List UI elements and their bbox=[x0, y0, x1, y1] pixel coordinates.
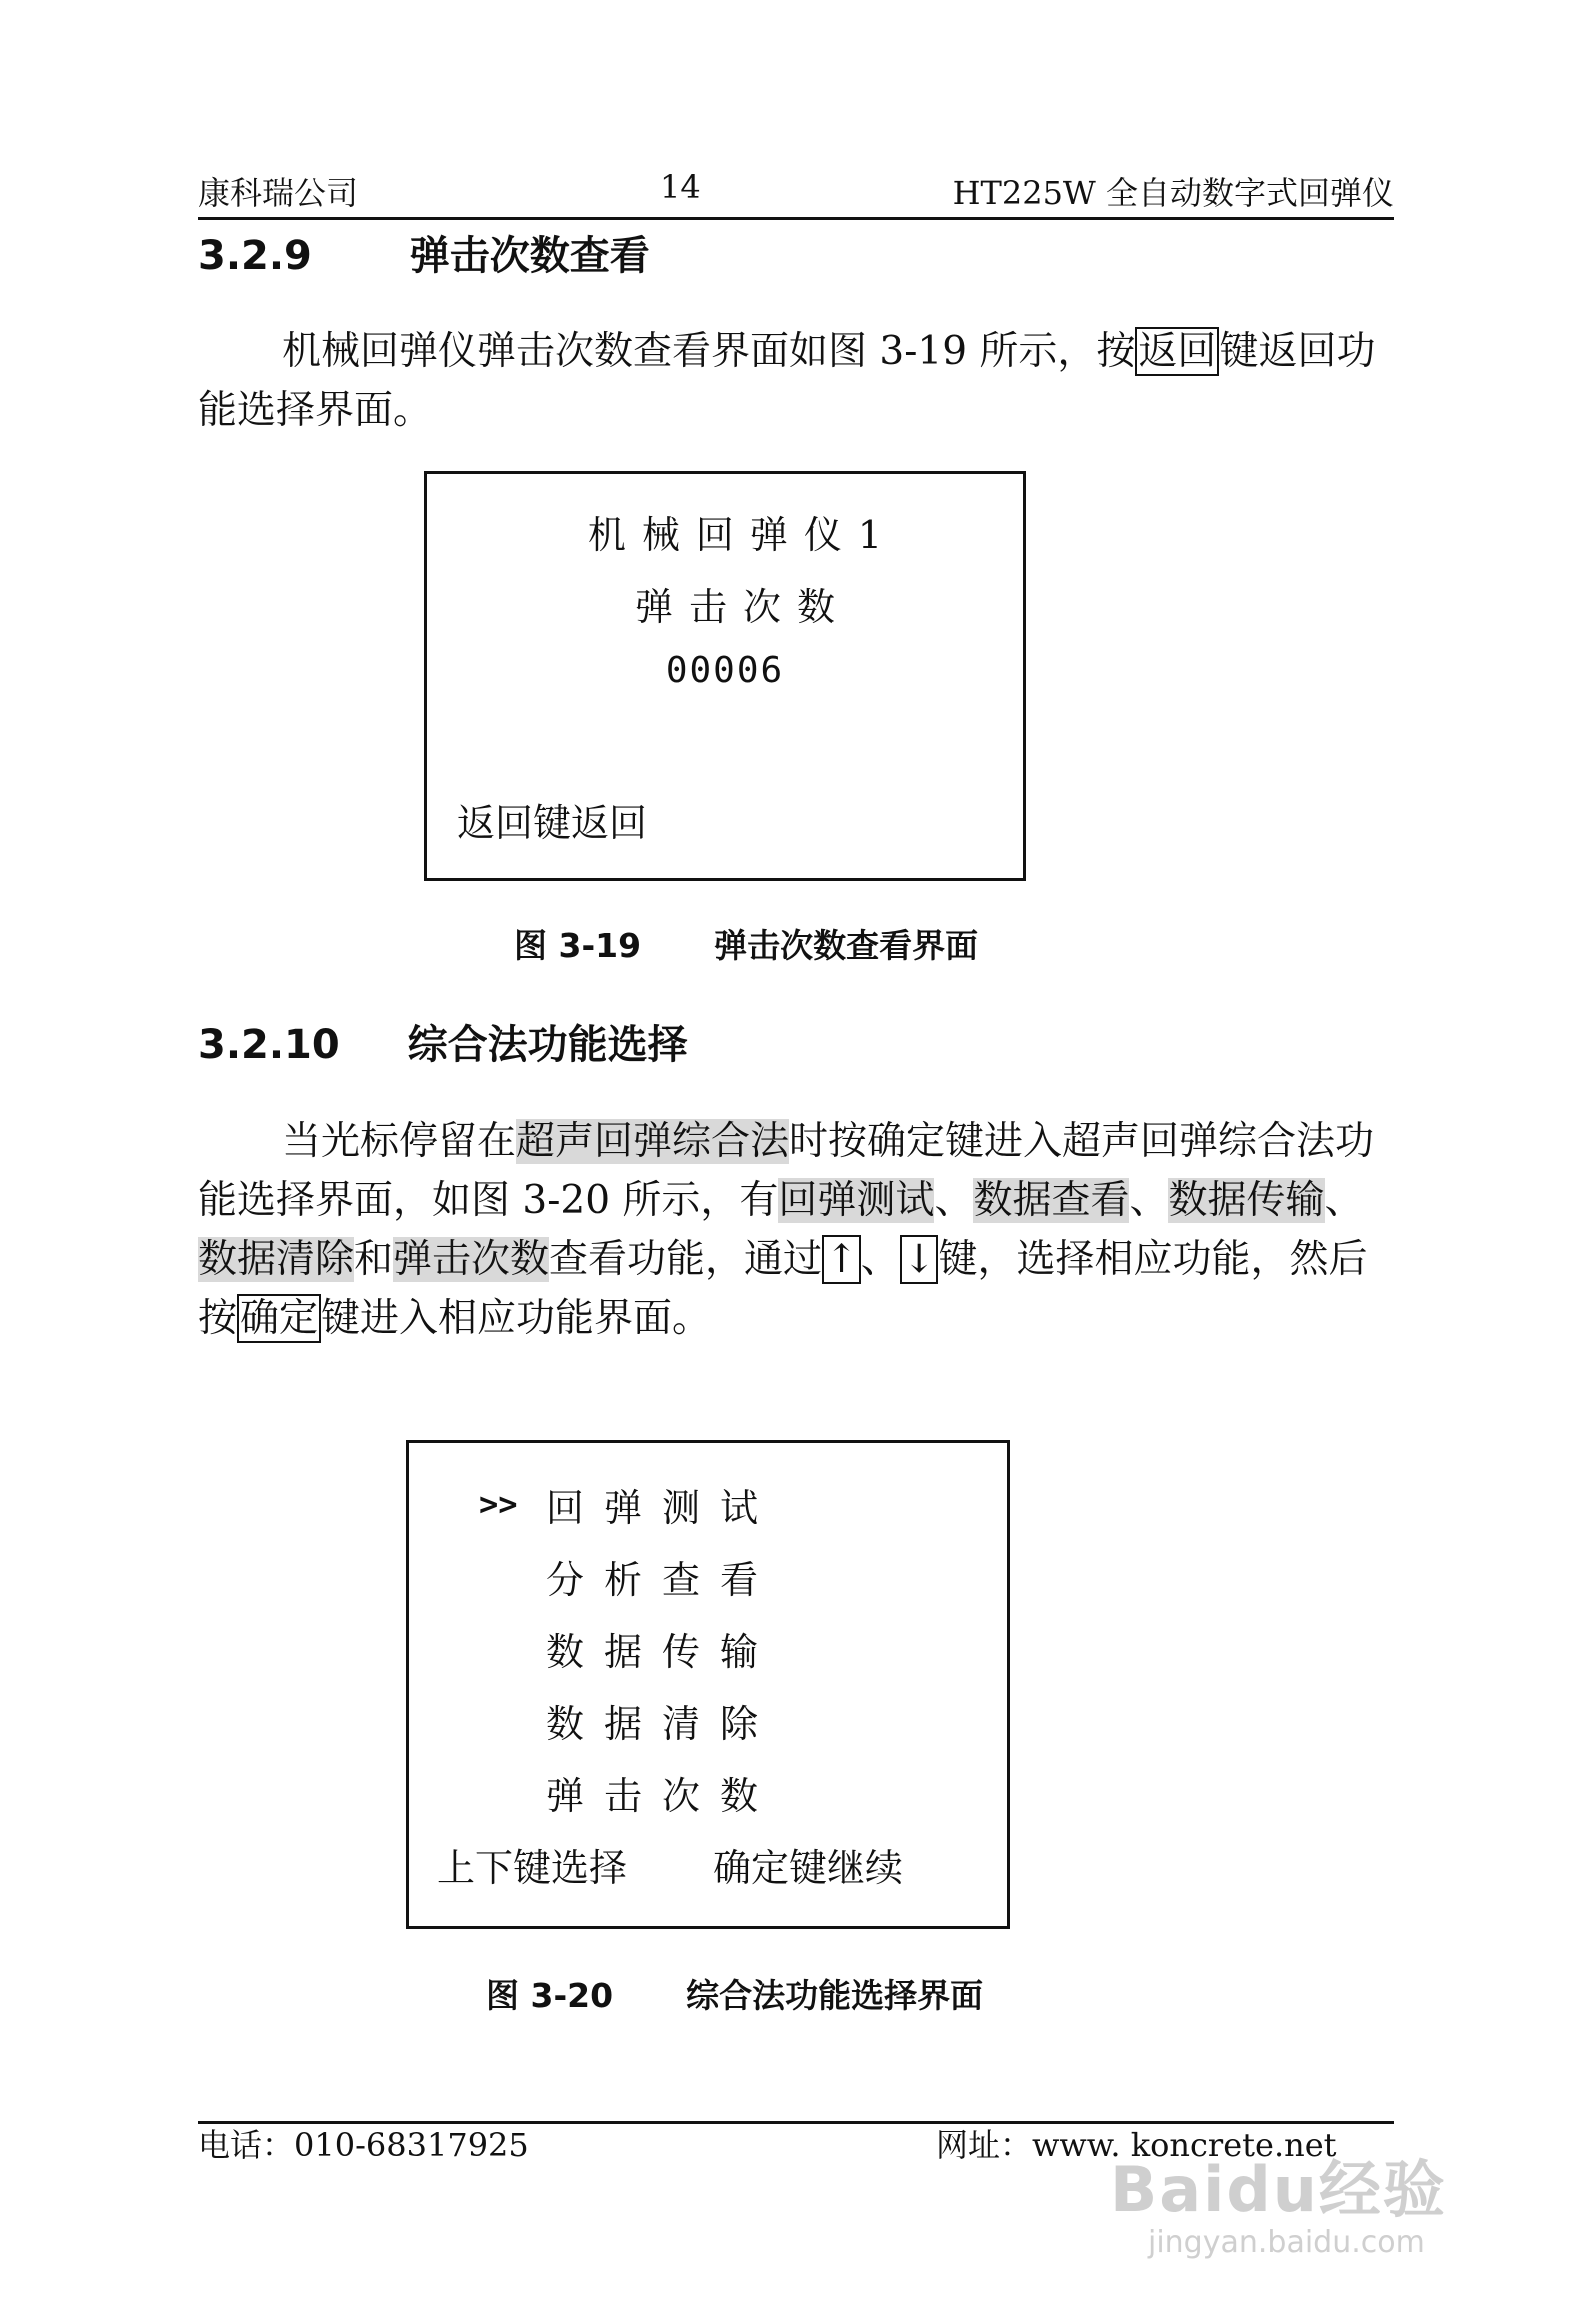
screen-hint-right: 确定键继续 bbox=[713, 1846, 904, 1890]
paragraph-text: 键返回功能选择界面。 bbox=[198, 329, 1376, 433]
paragraph-text: 键，选择相应功能，然后按 bbox=[198, 1237, 1368, 1341]
paragraph-text: 键进入相应功能界面。 bbox=[321, 1296, 712, 1341]
footer-website: 网址：www. koncrete.net bbox=[936, 2126, 1337, 2164]
menu-item: 回弹测试 bbox=[546, 1486, 779, 1530]
caption-label: 图 3-19 bbox=[514, 926, 642, 965]
header-rule bbox=[198, 217, 1394, 220]
caption-text: 弹击次数查看界面 bbox=[714, 926, 979, 965]
paragraph-text: 查看功能，通过 bbox=[549, 1237, 823, 1282]
paragraph-3-2-10 bbox=[198, 1112, 1394, 1348]
baidu-watermark-logo: Baidu经验 bbox=[1110, 2153, 1447, 2226]
screen-hint-left: 上下键选择 bbox=[437, 1846, 628, 1890]
paragraph-text: 机械回弹仪弹击次数查看界面如图 3-19 所示，按 bbox=[282, 329, 1136, 374]
caption-label: 图 3-20 bbox=[486, 1976, 614, 2015]
screen-subtitle: 弹击次数 bbox=[634, 585, 851, 629]
screen-title: 机械回弹仪1 bbox=[587, 513, 899, 557]
header-page-number: 14 bbox=[660, 168, 701, 206]
highlight-view: 数据查看 bbox=[973, 1178, 1130, 1223]
menu-cursor-icon: >> bbox=[479, 1485, 518, 1523]
separator: 、 bbox=[860, 1237, 900, 1282]
paragraph-text: 和 bbox=[354, 1237, 394, 1282]
return-key-label: 返回 bbox=[1135, 327, 1219, 376]
screen-hint: 返回键返回 bbox=[457, 801, 648, 845]
separator: 、 bbox=[1324, 1178, 1364, 1223]
ok-key-label: 确定 bbox=[237, 1294, 321, 1343]
figure-3-19-caption bbox=[514, 920, 978, 967]
paragraph-text: 时按确定键进入超声回弹综合法功能选择界面，如图 3-20 所示，有 bbox=[198, 1119, 1375, 1223]
highlight-clear: 数据清除 bbox=[198, 1237, 355, 1282]
header-product: HT225W 全自动数字式回弹仪 bbox=[952, 174, 1394, 212]
menu-item: 弹击次数 bbox=[546, 1774, 779, 1818]
highlight-transfer: 数据传输 bbox=[1168, 1178, 1325, 1223]
figure-3-19-screen bbox=[424, 471, 1026, 881]
figure-3-20-caption bbox=[486, 1970, 983, 2017]
menu-item: 数据传输 bbox=[546, 1630, 779, 1674]
paragraph-3-2-9 bbox=[198, 322, 1394, 440]
menu-item: 分析查看 bbox=[546, 1558, 779, 1602]
highlight-mode: 超声回弹综合法 bbox=[516, 1119, 790, 1164]
baidu-watermark-url: jingyan.baidu.com bbox=[1148, 2225, 1425, 2260]
figure-3-20-screen bbox=[406, 1440, 1010, 1929]
section-heading-3-2-10 bbox=[198, 1013, 688, 1070]
section-heading-3-2-9 bbox=[198, 224, 650, 281]
section-title: 弹击次数查看 bbox=[409, 233, 650, 279]
down-key-label: ↓ bbox=[900, 1235, 939, 1284]
highlight-test: 回弹测试 bbox=[778, 1178, 935, 1223]
strike-count-value: 00006 bbox=[665, 650, 785, 691]
menu-item: 数据清除 bbox=[546, 1702, 779, 1746]
paragraph-text: 当光标停留在 bbox=[282, 1119, 517, 1164]
footer-phone: 电话：010-68317925 bbox=[198, 2126, 529, 2164]
section-title: 综合法功能选择 bbox=[407, 1022, 688, 1068]
caption-text: 综合法功能选择界面 bbox=[686, 1976, 984, 2015]
section-number: 3.2.9 bbox=[198, 233, 312, 279]
header-company: 康科瑞公司 bbox=[198, 174, 359, 212]
section-number: 3.2.10 bbox=[198, 1022, 340, 1068]
separator: 、 bbox=[934, 1178, 974, 1223]
highlight-count: 弹击次数 bbox=[393, 1237, 550, 1282]
separator: 、 bbox=[1129, 1178, 1169, 1223]
up-key-label: ↑ bbox=[822, 1235, 861, 1284]
